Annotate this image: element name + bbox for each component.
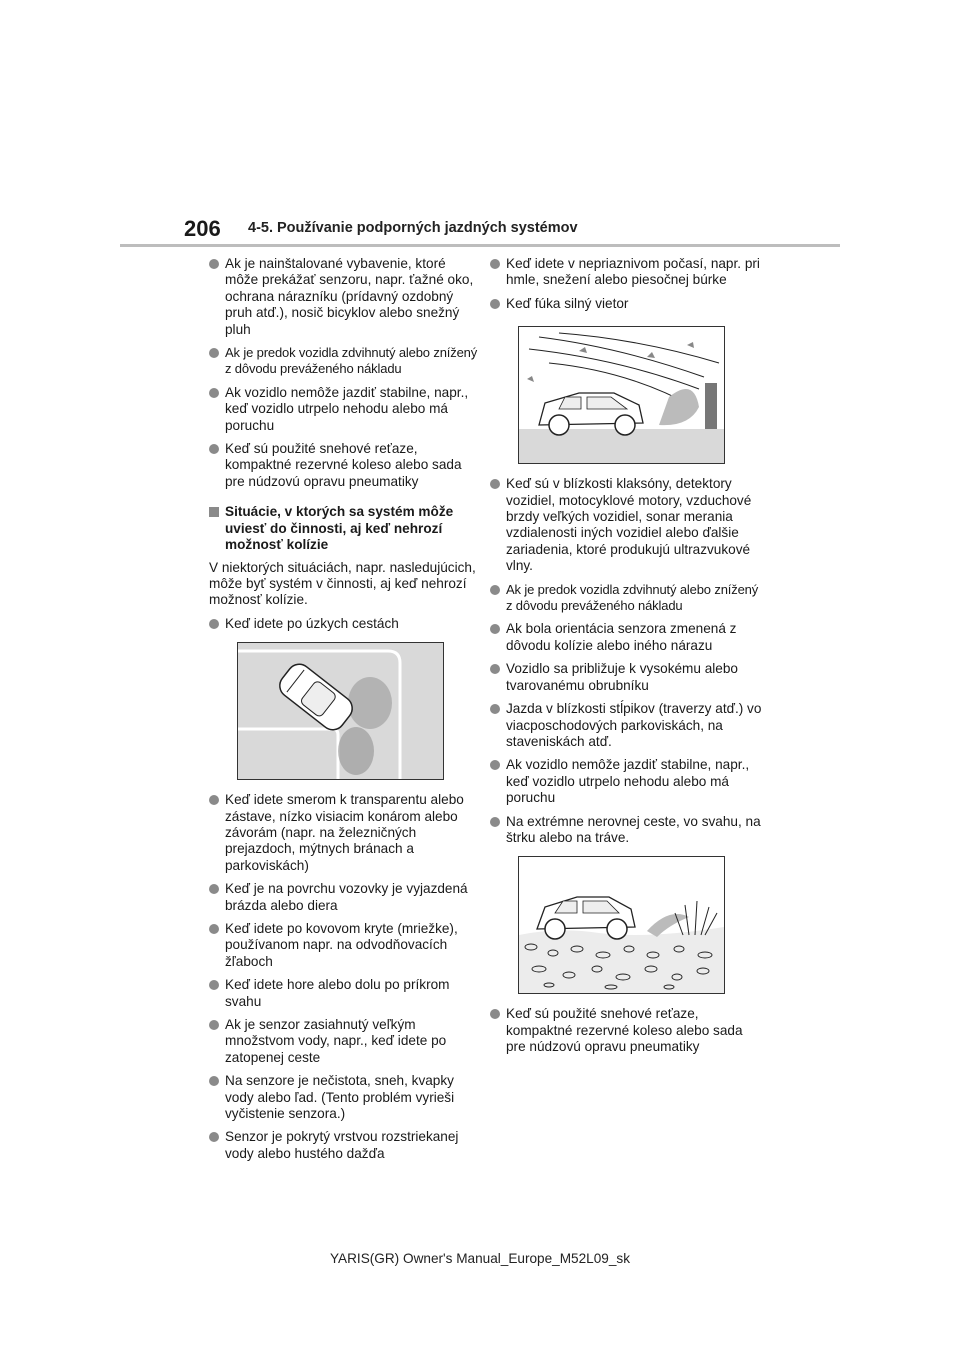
list-item: Keď idete po kovovom kryte (mriežke), používanom napr. na odvodňovacích žľaboch <box>209 921 481 970</box>
list-item: Ak je nainštalované vybavenie, ktoré môže prekážať senzoru, napr. ťažné oko, ochrana nárazníku (prídavný ozdobný pruh atď.), nosič bicyklov alebo snežný pluh <box>209 256 481 338</box>
bullet-icon <box>490 760 500 770</box>
list-item: Keď idete v nepriaznivom počasí, napr. pri hmle, snežení alebo piesočnej búrke <box>490 256 762 289</box>
list-item: Keď fúka silný vietor <box>490 296 762 312</box>
list-item: Senzor je pokrytý vrstvou rozstriekanej vody alebo hustého dažďa <box>209 1129 481 1162</box>
list-item: Ak je predok vozidla zdvihnutý alebo znížený z dôvodu preváženého nákladu <box>490 582 762 615</box>
list-item: Keď sú v blízkosti klaksóny, detektory vozidiel, motocyklové motory, vzduchové brzdy veľkých vozidiel, sonar merania vzdialenosti iných vozidiel alebo ďalšie zariadenia, ktoré produkujú ultrazvukové vlny. <box>490 476 762 574</box>
list-item: Keď sú použité snehové reťaze, kompaktné rezervné koleso alebo sada pre núdzovú opravu pneumatiky <box>209 441 481 490</box>
bullet-icon <box>209 1020 219 1030</box>
bullet-icon <box>490 1009 500 1019</box>
rough-road-illustration <box>518 856 725 994</box>
narrow-road-illustration <box>237 642 444 780</box>
list-item: Ak je senzor zasiahnutý veľkým množstvom vody, napr., keď idete po zatopenej ceste <box>209 1017 481 1066</box>
bullet-icon <box>490 664 500 674</box>
list-item: Ak je predok vozidla zdvihnutý alebo znížený z dôvodu preváženého nákladu <box>209 345 481 378</box>
bullet-icon <box>209 980 219 990</box>
square-bullet-icon <box>209 507 219 517</box>
bullet-icon <box>209 1076 219 1086</box>
bullet-icon <box>490 624 500 634</box>
list-item: Keď idete hore alebo dolu po príkrom svahu <box>209 977 481 1010</box>
bullet-icon <box>209 259 219 269</box>
list-item: Vozidlo sa približuje k vysokému alebo tvarovanému obrubníku <box>490 661 762 694</box>
page-number: 206 <box>184 216 221 241</box>
bullet-icon <box>490 704 500 714</box>
left-column <box>209 256 481 1169</box>
list-item: Ak vozidlo nemôže jazdiť stabilne, napr., keď vozidlo utrpelo nehodu alebo má poruchu <box>209 385 481 434</box>
right-column <box>490 256 762 1063</box>
bullet-icon <box>209 619 219 629</box>
bullet-icon <box>490 259 500 269</box>
bullet-icon <box>209 924 219 934</box>
section-title: 4-5. Používanie podporných jazdných systémov <box>248 220 578 236</box>
bullet-icon <box>490 585 500 595</box>
bullet-icon <box>209 884 219 894</box>
list-item: Ak vozidlo nemôže jazdiť stabilne, napr., keď vozidlo utrpelo nehodu alebo má poruchu <box>490 757 762 806</box>
list-item: Keď je na povrchu vozovky je vyjazdená brázda alebo diera <box>209 881 481 914</box>
strong-wind-drawing <box>519 327 724 463</box>
bullet-icon <box>209 1132 219 1142</box>
bullet-icon <box>209 444 219 454</box>
list-item: Ak bola orientácia senzora zmenená z dôvodu kolízie alebo iného nárazu <box>490 621 762 654</box>
bullet-icon <box>490 479 500 489</box>
narrow-road-drawing <box>238 643 443 779</box>
list-item: Keď sú použité snehové reťaze, kompaktné rezervné koleso alebo sada pre núdzovú opravu pneumatiky <box>490 1006 762 1055</box>
list-item: Na senzore je nečistota, sneh, kvapky vody alebo ľad. (Tento problém vyrieši vyčistenie senzora.) <box>209 1073 481 1122</box>
rough-road-drawing <box>519 857 724 993</box>
bullet-icon <box>209 388 219 398</box>
bullet-icon <box>209 348 219 358</box>
list-item: Na extrémne nerovnej ceste, vo svahu, na štrku alebo na tráve. <box>490 814 762 847</box>
section-heading: Situácie, v ktorých sa systém môže uviesť do činnosti, aj keď nehrozí možnosť kolízie <box>209 504 481 553</box>
strong-wind-illustration <box>518 326 725 464</box>
page-footer: YARIS(GR) Owner's Manual_Europe_M52L09_sk <box>329 1251 631 1266</box>
bullet-icon <box>490 299 500 309</box>
list-item: Keď idete po úzkych cestách <box>209 616 481 632</box>
intro-paragraph: V niektorých situáciách, napr. nasledujúcich, môže byť systém v činnosti, aj keď nehrozí možnosť kolízie. <box>209 559 476 608</box>
list-item: Keď idete smerom k transparentu alebo zástave, nízko visiacim konárom alebo závorám (napr. na železničných prejazdoch, mýtnych bránach a parkoviskách) <box>209 792 481 874</box>
bullet-icon <box>490 817 500 827</box>
bullet-icon <box>209 795 219 805</box>
list-item: Jazda v blízkosti stĺpikov (traverzy atď.) vo viacposchodových parkoviskách, na staveniskách atď. <box>490 701 762 750</box>
header-rule <box>120 244 840 247</box>
